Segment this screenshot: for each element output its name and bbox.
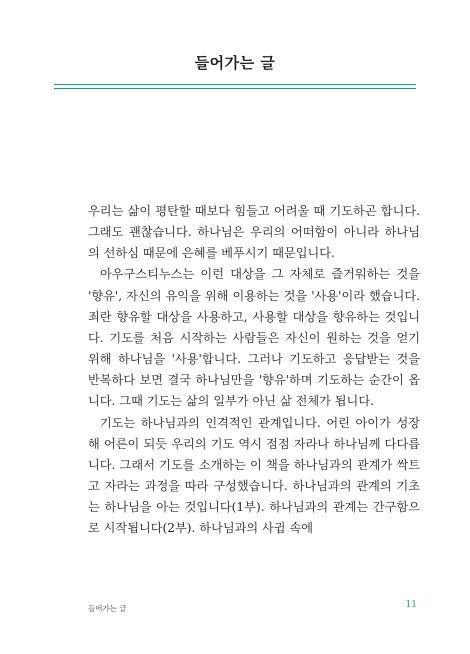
- page-number: 11: [405, 600, 417, 610]
- running-footer-title: 들어가는 글: [88, 604, 127, 613]
- paragraph-2: 아우구스티누스는 이런 대상을 그 자체로 즐거워하는 것을 '향유', 자신의 유익을 위해 이용하는 것을 '사용'이라 했습니다. 죄란 향유할 대상을 사용하고, 사용할 대상을 향유하는 것입니다. 기도를 처음 시작하는 사람들은 자신이 원하는 것을 얻기 위해 하나님을 '사용'합니다. 그러나 기도하고 응답받는 것을 반복하다 보면 결국 하나님만을 '향유'하며 기도하는 순간이 옵니다. 그때 기도는 삶의 일부가 아닌 삶 전체가 됩니다.: [88, 267, 420, 409]
- heading-rule-thick: [54, 84, 416, 85]
- chapter-heading: 들어가는 글: [194, 54, 276, 72]
- heading-rule-thin: [54, 88, 416, 89]
- body-text: [88, 201, 420, 540]
- paragraph-1: 우리는 삶이 평탄할 때보다 힘들고 어려울 때 기도하곤 합니다. 그래도 괜찮습니다. 하나님은 우리의 어떠함이 아니라 하나님의 선하심 때문에 은혜를 베푸시기 때문입니다.: [88, 204, 420, 261]
- paragraph-3: 기도는 하나님과의 인격적인 관계입니다. 어린 아이가 성장해 어른이 되듯 우리의 기도 역시 점점 자라나 하나님께 다다릅니다. 그래서 기도를 소개하는 이 책을 하나님과의 관계가 싹트고 자라는 과정을 따라 구성했습니다. 하나님과의 관계의 기초는 하나님을 아는 것입니다(1부). 하나님과의 관계는 간구함으로 시작됩니다(2부). 하나님과의 사귐 속에: [88, 415, 420, 536]
